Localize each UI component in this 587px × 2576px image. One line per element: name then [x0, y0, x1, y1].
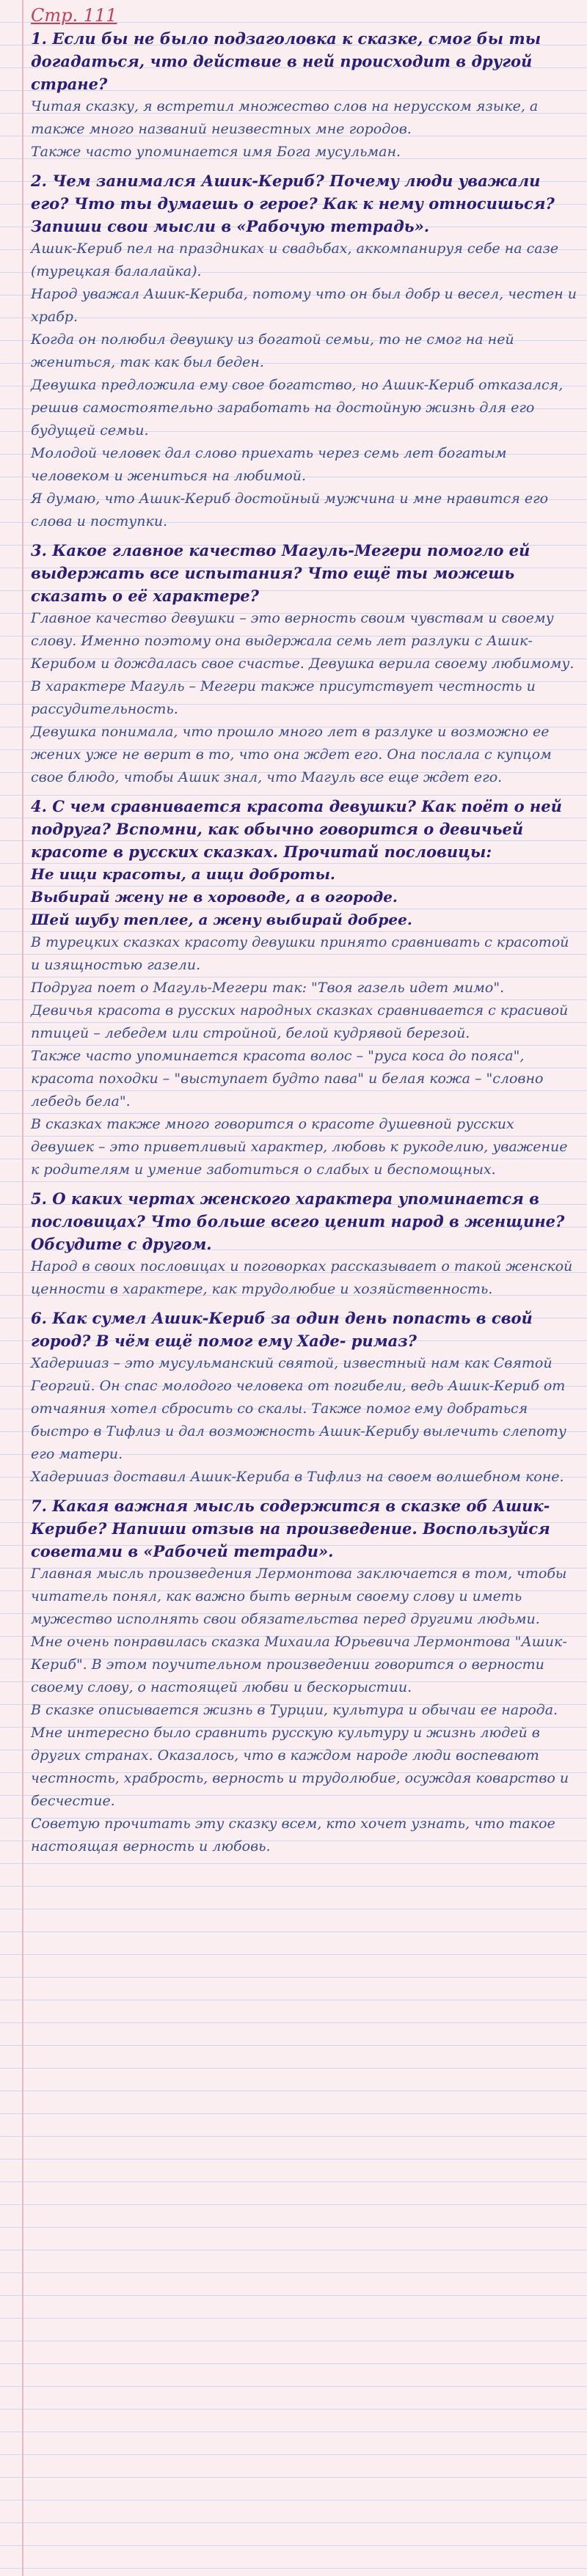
question-5: 5. О каких чертах женского характера упоминается в пословицах? Что больше всего ценит народ в женщине? Обсудите с другом. [31, 1189, 565, 1253]
proverb: Шей шубу теплее, а жену выбирай добрее. [31, 911, 412, 928]
answer-paragraph: Главное качество девушки – это верность своим чувствам и своему слову. Именно поэтому она выдержала семь лет разлуки с Ашик-Керибом и дождалась свое счастье. Девушка верила своему любимому. [31, 610, 575, 672]
answer-paragraph: Также часто упоминается красота волос – "руса коса до пояса", красота походки – "выступает будто пава" и белая кожа – "словно лебедь бела". [31, 1048, 544, 1109]
answer-paragraph: Советую прочитать эту сказку всем, кто хочет узнать, что такое настоящая верность и любовь. [31, 1816, 555, 1854]
question-2: 2. Чем занимался Ашик-Кериб? Почему люди уважали его? Что ты думаешь о герое? Как к нему относишься? Запиши свои мысли в «Рабочую тетрадь». [31, 172, 555, 235]
answer-paragraph: Хадерииаз доставил Ашик-Кериба в Тифлиз на своем волшебном коне. [31, 1469, 564, 1485]
answer-paragraph: Главная мысль произведения Лермонтова заключается в том, чтобы читатель понял, как важно быть верным своему слову и иметь мужество исполнять свои обязательства перед другими людьми. [31, 1566, 567, 1627]
answer-paragraph: В турецких сказках красоту девушки принято сравнивать с красотой и изящностью газели. [31, 934, 569, 973]
answer-paragraph: В сказке описывается жизнь в Турции, культура и обычаи ее народа. Мне интересно было сравнить русскую культуру и жизнь людей в других странах. Оказалось, что в каждом народе люди воспевают честность, храбрость, верность и трудолюбие, осуждая коварство и бесчестие. [31, 1702, 569, 1809]
answer-paragraph: Также часто упоминается имя Бога мусульман. [31, 144, 401, 160]
answer-paragraph: Хадерииаз – это мусульманский святой, известный нам как Святой Георгий. Он спас молодого человека от погибели, ведь Ашик-Кериб от отчаяния хотел сбросить со скалы. Также помог ему добраться быстро в Тифлиз и дал возможность Ашик-Керибу вылечить слепоту его матери. [31, 1355, 566, 1462]
page-label: Стр. 111 [31, 5, 117, 26]
proverb: Выбирай жену не в хороводе, а в огороде. [31, 888, 398, 906]
question-6: 6. Как сумел Ашик-Кериб за один день попасть в свой город? В чём ещё помог ему Хаде- римаз? [31, 1309, 533, 1350]
answer-paragraph: В сказках также много говорится о красоте душевной русских девушек – это приветливый характер, любовь к рукоделию, уважение к родителям и умение заботиться о слабых и беспомощных. [31, 1116, 568, 1178]
answer-paragraph: В характере Магуль – Мегери также присутствует честность и рассудительность. [31, 678, 536, 717]
answer-paragraph: Подруга поет о Магуль-Мегери так: "Твоя газель идет мимо". [31, 980, 505, 996]
answer-paragraph: Мне очень понравилась сказка Михаила Юрьевича Лермонтова "Ашик-Кериб". В этом поучительном произведении говорится о верности своему слову, о настоящей любви и бескорыстии. [31, 1634, 567, 1695]
question-7: 7. Какая важная мысль содержится в сказке об Ашик-Керибе? Напиши отзыв на произведение. Воспользуйся советами в «Рабочей тетради». [31, 1497, 550, 1560]
answer-paragraph: Девушка понимала, что прошло много лет в разлуке и возможно ее жених уже не верит в то, что она ждет его. Она послала с купцом свое блюдо, чтобы Ашик знал, что Магуль все еще ждет его. [31, 724, 552, 785]
question-4: 4. С чем сравнивается красота девушки? Как поёт о ней подруга? Вспомни, как обычно говорится о девичьей красоте в русских сказках. Прочитай пословицы: [31, 797, 562, 861]
answer-paragraph: Читая сказку, я встретил множество слов на нерусском языке, а также много названий неизвестных мне городов. [31, 98, 539, 137]
question-3: 3. Какое главное качество Магуль-Мегери помогло ей выдержать все испытания? Что ещё ты можешь сказать о её характере? [31, 541, 531, 605]
answer-paragraph: Девушка предложила ему свое богатство, но Ашик-Кериб отказался, решив самостоятельно заработать на достойную жизнь для его будущей семьи. [31, 377, 564, 438]
answer-paragraph: Ашик-Кериб пел на праздниках и свадьбах, аккомпанируя себе на сазе (турецкая балалайка). [31, 241, 559, 279]
answer-paragraph: Я думаю, что Ашик-Кериб достойный мужчина и мне нравится его слова и поступки. [31, 491, 549, 529]
answer-paragraph: Когда он полюбил девушку из богатой семьи, то не смог на ней жениться, так как был беден. [31, 331, 514, 370]
answer-paragraph: Народ в своих пословицах и поговорках рассказывает о такой женской ценности в характере, как трудолюбие и хозяйственность. [31, 1258, 573, 1297]
answer-paragraph: Молодой человек дал слово приехать через семь лет богатым человеком и жениться на любимой. [31, 445, 507, 484]
answers-content [31, 4, 577, 1858]
answer-paragraph: Народ уважал Ашик-Кериба, потому что он был добр и весел, честен и храбр. [31, 286, 577, 325]
question-1: 1. Если бы не было подзаголовка к сказке, смог бы ты догадаться, что действие в ней происходит в другой стране? [31, 29, 542, 93]
proverb: Не ищи красоты, а ищи доброты. [31, 865, 335, 883]
answer-paragraph: Девичья красота в русских народных сказках сравнивается с красивой птицей – лебедем или стройной, белой кудрявой березой. [31, 1002, 569, 1041]
